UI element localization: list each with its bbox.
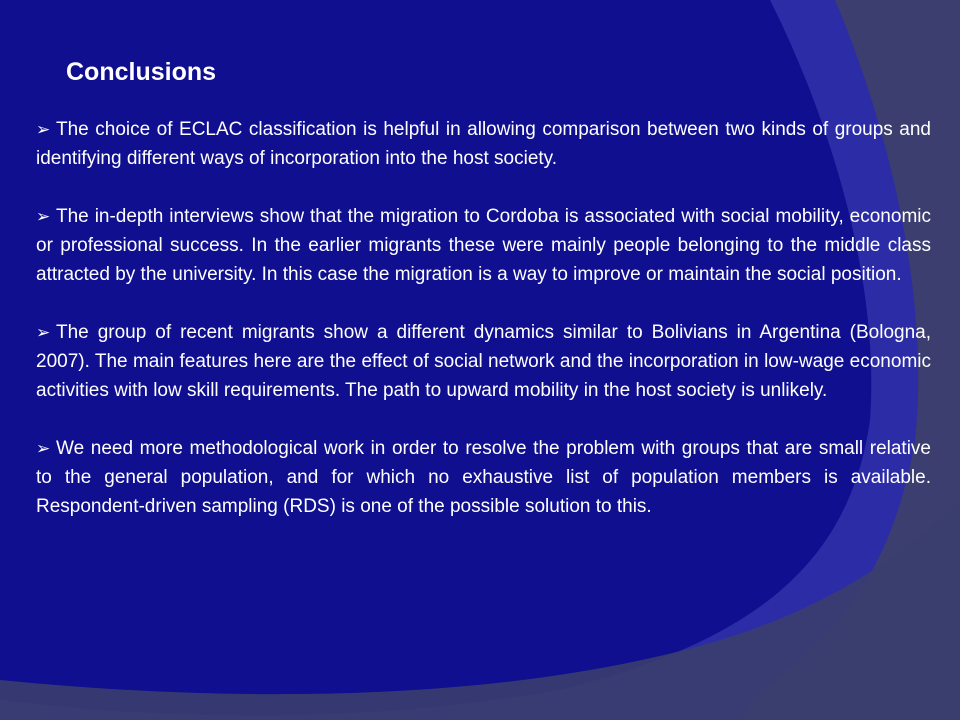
arrow-bullet-icon: ➢ xyxy=(36,439,51,458)
conclusion-text: The in-depth interviews show that the migration to Cordoba is associated with social mobility, economic or professional success. In the earlier migrants these were mainly people belonging to the middle class attracted by the university. In this case the migration is a way to improve or maintain the social position. xyxy=(36,206,931,285)
conclusion-item xyxy=(36,434,931,521)
arrow-bullet-icon: ➢ xyxy=(36,120,51,139)
conclusions-list xyxy=(36,115,931,550)
conclusion-item xyxy=(36,318,931,405)
conclusion-text: The group of recent migrants show a different dynamics similar to Bolivians in Argentina (Bologna, 2007). The main features here are the effect of social network and the incorporation in low-wage economic activities with low skill requirements. The path to upward mobility in the host society is unlikely. xyxy=(36,322,931,401)
slide-title: Conclusions xyxy=(66,58,217,86)
conclusion-item xyxy=(36,115,931,173)
conclusion-text: The choice of ECLAC classification is helpful in allowing comparison between two kinds of groups and identifying different ways of incorporation into the host society. xyxy=(36,119,931,169)
arrow-bullet-icon: ➢ xyxy=(36,207,51,226)
conclusion-item xyxy=(36,202,931,289)
arrow-bullet-icon: ➢ xyxy=(36,323,51,342)
conclusion-text: We need more methodological work in order to resolve the problem with groups that are small relative to the general population, and for which no exhaustive list of population members is available. Respondent-driven sampling (RDS) is one of the possible solution to this. xyxy=(36,438,931,517)
